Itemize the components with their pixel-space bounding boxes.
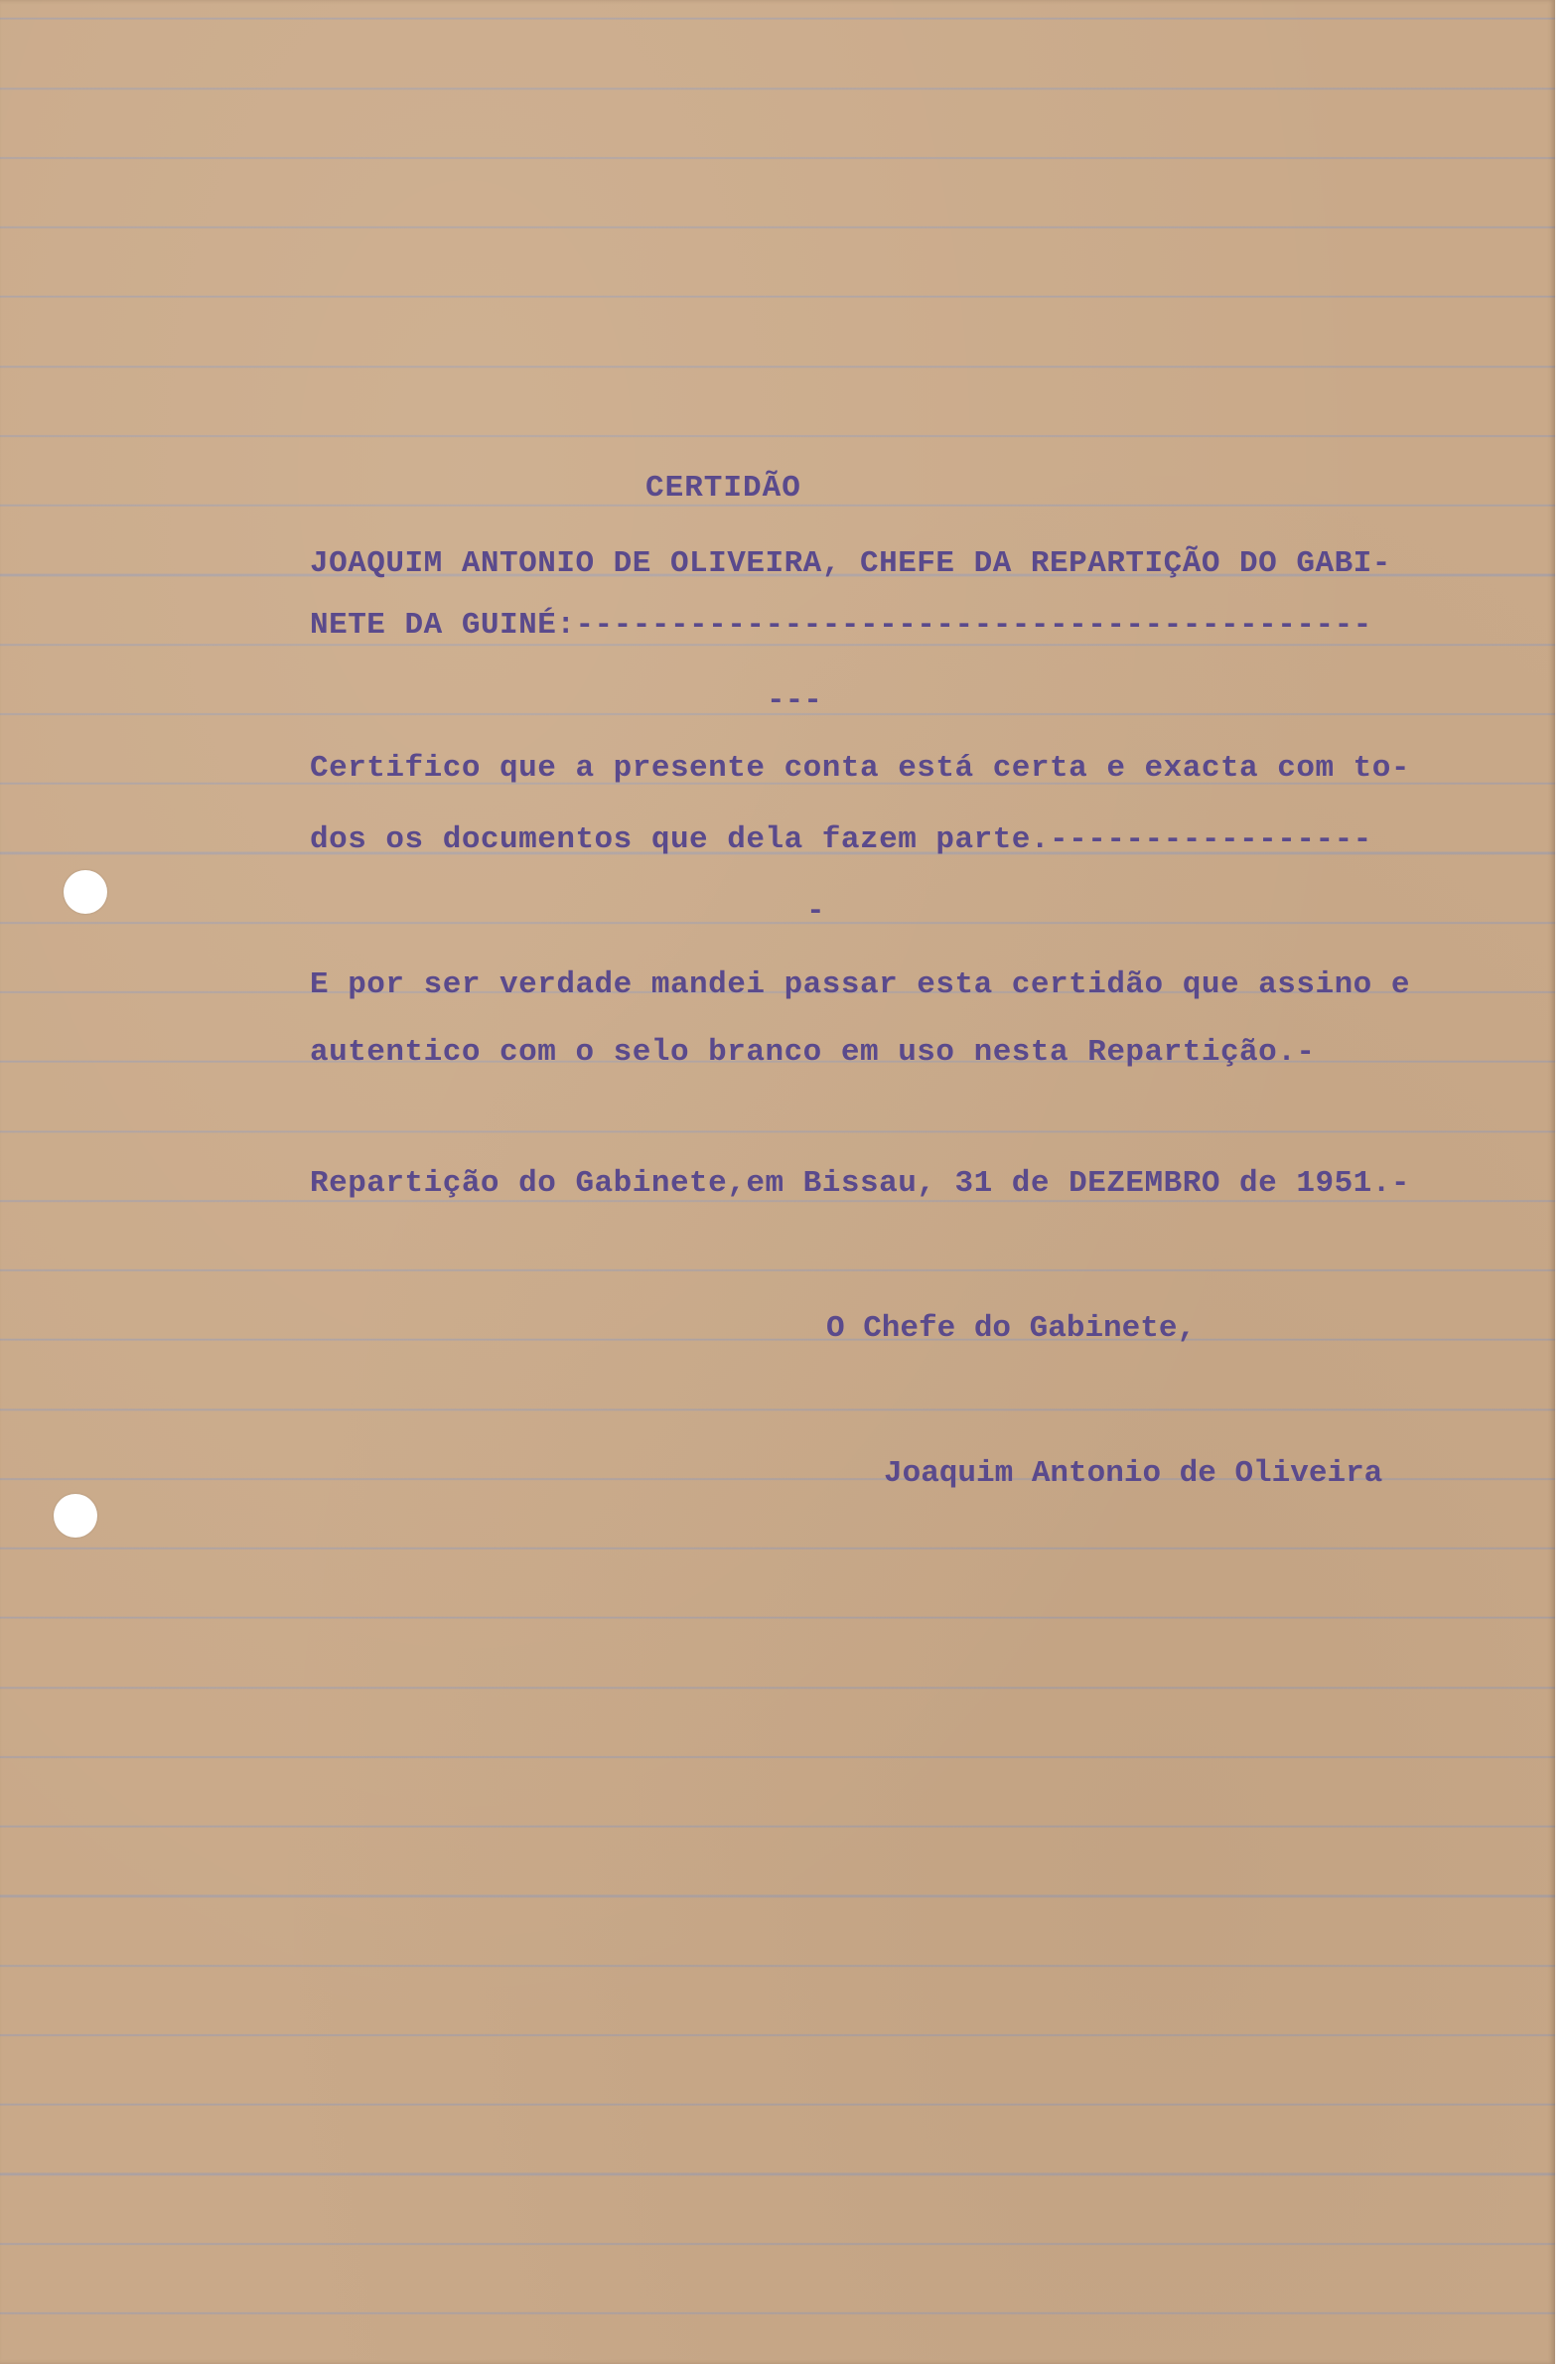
header-line-1: JOAQUIM ANTONIO DE OLIVEIRA, CHEFE DA REPARTIÇÃO DO GABI-	[310, 546, 1391, 581]
punch-hole-top	[64, 870, 107, 914]
punch-hole-bottom	[54, 1494, 97, 1538]
paragraph-1-line-1: Certifico que a presente conta está certa e exacta com to-	[310, 751, 1410, 786]
signature-name: Joaquim Antonio de Oliveira	[884, 1456, 1383, 1491]
signature-title: O Chefe do Gabinete,	[826, 1311, 1197, 1346]
paragraph-2-line-1: E por ser verdade mandei passar esta certidão que assino e	[310, 967, 1410, 1002]
document-title: CERTIDÃO	[645, 471, 801, 506]
date-line: Repartição do Gabinete,em Bissau, 31 de DEZEMBRO de 1951.-	[310, 1166, 1410, 1201]
paragraph-2-line-2: autentico com o selo branco em uso nesta Repartição.-	[310, 1035, 1316, 1070]
page-edge	[1555, 0, 1568, 2364]
paragraph-1-line-2: dos os documentos que dela fazem parte.-----------------	[310, 822, 1372, 857]
separator-2: -	[806, 894, 825, 929]
separator-1: ---	[767, 683, 822, 718]
header-line-2: NETE DA GUINÉ:------------------------------------------	[310, 608, 1372, 643]
